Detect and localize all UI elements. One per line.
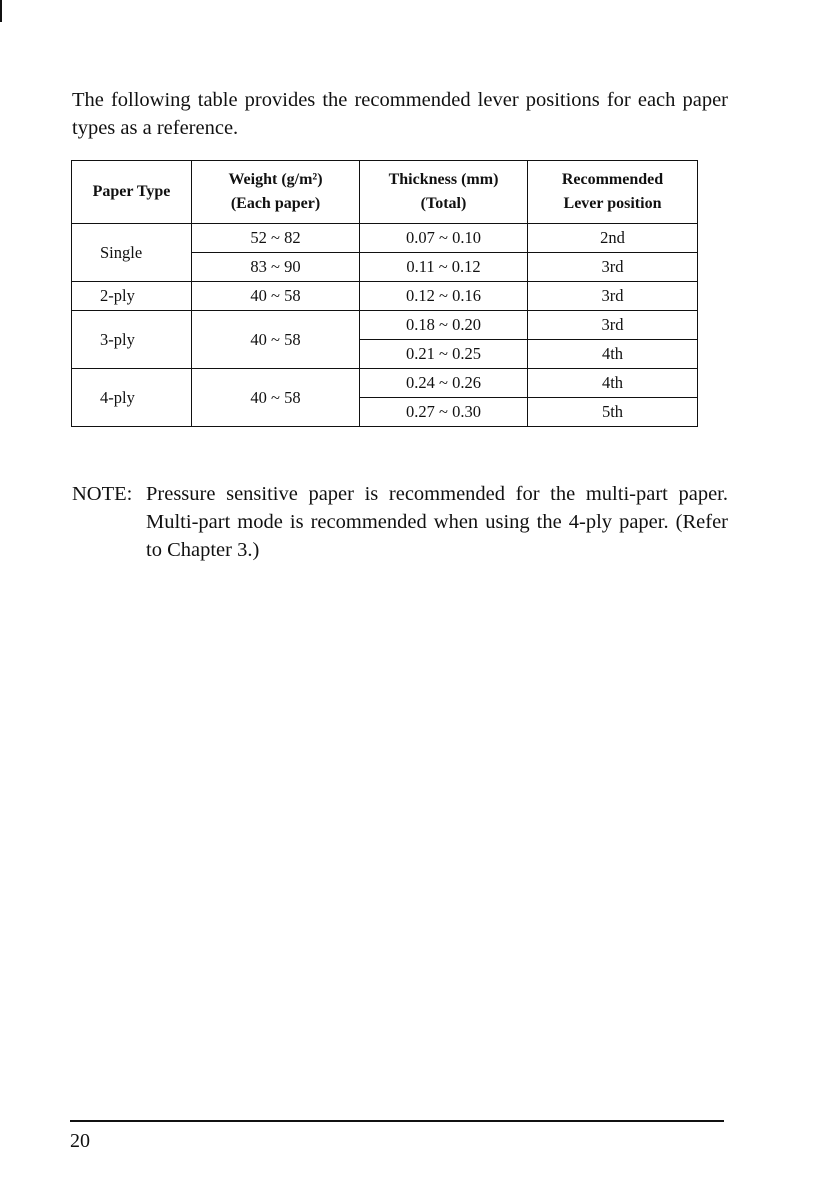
note-block xyxy=(72,480,728,564)
note-text: Pressure sensitive paper is recommended for the multi-part paper. Multi-part mode is recommended when using the 4-ply paper. (Refer to Chapter 3.) xyxy=(146,483,728,561)
table-row xyxy=(72,311,698,340)
header-thickness-line1: Thickness (mm) xyxy=(388,171,499,188)
thickness-cell: 0.11 ~ 0.12 xyxy=(360,253,528,282)
note-label: NOTE: xyxy=(72,483,133,505)
thickness-cell: 0.21 ~ 0.25 xyxy=(360,340,528,369)
thickness-cell: 0.18 ~ 0.20 xyxy=(360,311,528,340)
weight-cell: 83 ~ 90 xyxy=(192,253,360,282)
header-lever-position xyxy=(528,161,698,224)
weight-cell: 40 ~ 58 xyxy=(192,282,360,311)
paper-type-cell: 4-ply xyxy=(72,369,192,427)
header-weight-line1: Weight (g/m²) xyxy=(228,171,323,188)
page-number: 20 xyxy=(70,1130,90,1152)
lever-cell: 5th xyxy=(528,398,698,427)
header-weight xyxy=(192,161,360,224)
header-thickness-line2: (Total) xyxy=(420,195,467,212)
weight-cell: 40 ~ 58 xyxy=(192,311,360,369)
paper-type-cell: 3-ply xyxy=(72,311,192,369)
thickness-cell: 0.24 ~ 0.26 xyxy=(360,369,528,398)
header-paper-type: Paper Type xyxy=(72,161,192,224)
lever-cell: 3rd xyxy=(528,253,698,282)
header-thickness xyxy=(360,161,528,224)
lever-cell: 3rd xyxy=(528,311,698,340)
weight-cell: 52 ~ 82 xyxy=(192,224,360,253)
table-row xyxy=(72,224,698,253)
thickness-cell: 0.27 ~ 0.30 xyxy=(360,398,528,427)
header-lever-line2: Lever position xyxy=(563,195,662,212)
weight-cell: 40 ~ 58 xyxy=(192,369,360,427)
paper-type-cell: Single xyxy=(72,224,192,282)
table-row xyxy=(72,369,698,398)
lever-position-table xyxy=(71,160,698,427)
lever-cell: 3rd xyxy=(528,282,698,311)
table-row xyxy=(72,282,698,311)
thickness-cell: 0.12 ~ 0.16 xyxy=(360,282,528,311)
scan-edge-mark xyxy=(0,0,2,22)
lever-cell: 4th xyxy=(528,340,698,369)
table-header-row xyxy=(72,161,698,224)
header-lever-line1: Recommended xyxy=(561,171,664,188)
paper-type-cell: 2-ply xyxy=(72,282,192,311)
intro-paragraph: The following table provides the recommended lever positions for each paper types as a reference. xyxy=(72,89,728,139)
lever-cell: 2nd xyxy=(528,224,698,253)
footer-rule xyxy=(70,1120,724,1122)
lever-cell: 4th xyxy=(528,369,698,398)
header-weight-line2: (Each paper) xyxy=(230,195,321,212)
thickness-cell: 0.07 ~ 0.10 xyxy=(360,224,528,253)
